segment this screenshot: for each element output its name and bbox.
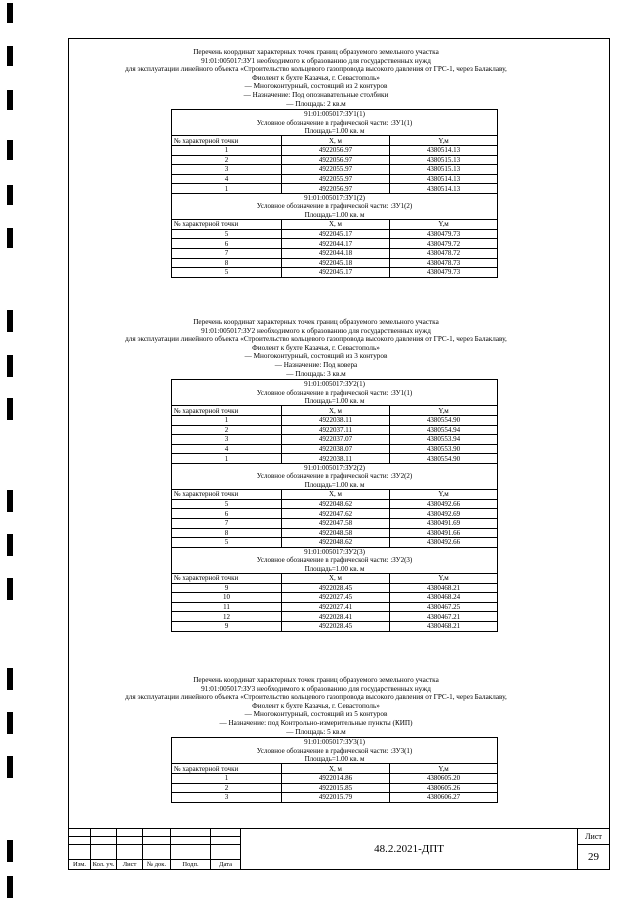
table-row <box>172 165 498 175</box>
x-coordinate-cell: 4922027.45 <box>282 593 390 603</box>
column-header: X, м <box>282 406 390 416</box>
table-row <box>172 155 498 165</box>
sheet-number: 29 <box>578 845 610 870</box>
x-coordinate-cell: 4922014.86 <box>282 774 390 784</box>
table-row <box>172 538 498 548</box>
y-coordinate-cell: 4380515.13 <box>390 165 498 175</box>
x-coordinate-cell: 4922056.97 <box>282 146 390 156</box>
x-coordinate-cell: 4922055.97 <box>282 174 390 184</box>
y-coordinate-cell: 4380514.13 <box>390 184 498 194</box>
point-number-cell: 3 <box>172 793 282 803</box>
heading-line: 91:01:005017:ЗУ1 необходимого к образованию для государственных нужд <box>201 56 431 65</box>
table-row <box>172 416 498 426</box>
contour-header-row <box>172 110 498 136</box>
contour-header-row <box>172 193 498 219</box>
stamp-label-kol-uch: Кол. уч. <box>91 859 117 869</box>
column-header: Y,м <box>390 220 498 230</box>
table-row <box>172 425 498 435</box>
table-row <box>172 528 498 538</box>
table-row <box>172 184 498 194</box>
column-header: № характерной точки <box>172 490 282 500</box>
column-header: Y,м <box>390 573 498 583</box>
column-header: № характерной точки <box>172 764 282 774</box>
y-coordinate-cell: 4380605.20 <box>390 774 498 784</box>
contour-title <box>172 738 498 764</box>
x-coordinate-cell: 4922048.62 <box>282 499 390 509</box>
point-number-cell: 9 <box>172 621 282 631</box>
point-number-cell: 11 <box>172 602 282 612</box>
table-row <box>172 435 498 445</box>
point-number-cell: 4 <box>172 444 282 454</box>
y-coordinate-cell: 4380479.73 <box>390 229 498 239</box>
x-coordinate-cell: 4922047.58 <box>282 518 390 528</box>
contour-title-line: 91:01:005017:ЗУ1(1) <box>304 110 365 119</box>
table-row <box>172 268 498 278</box>
heading-line: для эксплуатации линейного объекта «Строительство кольцевого газопровода высокого давления от ГРС-1, через Балаклаву, <box>125 65 507 74</box>
stamp-label-signature: Подп. <box>171 859 211 869</box>
contour-title <box>172 380 498 406</box>
y-coordinate-cell: 4380491.66 <box>390 528 498 538</box>
contour-header-row <box>172 547 498 573</box>
point-number-cell: 1 <box>172 146 282 156</box>
y-coordinate-cell: 4380553.94 <box>390 435 498 445</box>
x-coordinate-cell: 4922037.07 <box>282 435 390 445</box>
y-coordinate-cell: 4380553.90 <box>390 444 498 454</box>
y-coordinate-cell: 4380478.73 <box>390 258 498 268</box>
table-row <box>172 774 498 784</box>
y-coordinate-cell: 4380468.24 <box>390 593 498 603</box>
heading-line: Перечень координат характерных точек границ образуемого земельного участка <box>193 318 439 326</box>
table-row <box>172 499 498 509</box>
column-header: X, м <box>282 490 390 500</box>
contour-title-line: Условное обозначение в графической части: :ЗУ1(1) <box>256 388 413 397</box>
contour-title-line: Площадь=1.00 кв. м <box>304 480 365 489</box>
coordinates-table <box>171 737 498 803</box>
heading-line: 91:01:005017:ЗУ2 необходимого к образованию для государственных нужд <box>201 326 431 335</box>
y-coordinate-cell: 4380492.69 <box>390 509 498 519</box>
x-coordinate-cell: 4922055.97 <box>282 165 390 175</box>
column-header: X, м <box>282 764 390 774</box>
contour-title-line: Условное обозначение в графической части: :ЗУ3(1) <box>256 746 413 755</box>
document-code: 48.2.2021-ДПТ <box>241 829 578 870</box>
table-row <box>172 793 498 803</box>
y-coordinate-cell: 4380514.13 <box>390 174 498 184</box>
column-header-row <box>172 490 498 500</box>
x-coordinate-cell: 4922044.17 <box>282 239 390 249</box>
column-header-row <box>172 136 498 146</box>
x-coordinate-cell: 4922015.85 <box>282 783 390 793</box>
y-coordinate-cell: 4380492.66 <box>390 538 498 548</box>
x-coordinate-cell: 4922048.58 <box>282 528 390 538</box>
column-header-row <box>172 764 498 774</box>
contour-title <box>172 463 498 489</box>
contour-title-line: 91:01:005017:ЗУ3(1) <box>304 738 365 747</box>
y-coordinate-cell: 4380468.21 <box>390 583 498 593</box>
contour-title-line: Площадь=1.00 кв. м <box>304 210 365 219</box>
contour-title-line: 91:01:005017:ЗУ2(1) <box>304 380 365 389</box>
stamp-label-doc-no: № док. <box>143 859 171 869</box>
table-row <box>172 454 498 464</box>
x-coordinate-cell: 4922028.45 <box>282 583 390 593</box>
x-coordinate-cell: 4922038.07 <box>282 444 390 454</box>
column-header: Y,м <box>390 406 498 416</box>
column-header: Y,м <box>390 490 498 500</box>
column-header: X, м <box>282 220 390 230</box>
column-header: Y,м <box>390 764 498 774</box>
column-header: Y,м <box>390 136 498 146</box>
heading-line: для эксплуатации линейного объекта «Строительство кольцевого газопровода высокого давления от ГРС-1, через Балаклаву, <box>125 693 507 702</box>
heading-line: — Многоконтурный, состоящий из 3 контуров <box>244 352 388 361</box>
contour-title <box>172 110 498 136</box>
block-heading <box>0 48 632 108</box>
block-heading <box>0 318 632 378</box>
point-number-cell: 5 <box>172 499 282 509</box>
heading-line: — Площадь: 5 кв.м <box>286 727 346 736</box>
y-coordinate-cell: 4380492.66 <box>390 499 498 509</box>
column-header: № характерной точки <box>172 573 282 583</box>
table-row <box>172 146 498 156</box>
heading-line: для эксплуатации линейного объекта «Строительство кольцевого газопровода высокого давления от ГРС-1, через Балаклаву, <box>125 335 507 344</box>
contour-title-line: 91:01:005017:ЗУ2(3) <box>304 547 365 556</box>
point-number-cell: 2 <box>172 155 282 165</box>
contour-title-line: 91:01:005017:ЗУ2(2) <box>304 463 365 472</box>
block-heading <box>0 676 632 736</box>
sheet-label: Лист <box>578 829 610 845</box>
y-coordinate-cell: 4380478.72 <box>390 248 498 258</box>
x-coordinate-cell: 4922045.18 <box>282 258 390 268</box>
table-row <box>172 621 498 631</box>
contour-header-row <box>172 380 498 406</box>
contour-title-line: Площадь=1.00 кв. м <box>304 755 365 763</box>
point-number-cell: 10 <box>172 593 282 603</box>
heading-line: Фиолент к бухте Казачья, г. Севастополь» <box>252 73 380 82</box>
column-header: X, м <box>282 136 390 146</box>
table-row <box>172 239 498 249</box>
stamp-label-izm: Изм. <box>69 859 91 869</box>
point-number-cell: 6 <box>172 239 282 249</box>
contour-title-line: Условное обозначение в графической части: :ЗУ2(2) <box>256 472 413 481</box>
y-coordinate-cell: 4380515.13 <box>390 155 498 165</box>
table-row <box>172 248 498 258</box>
point-number-cell: 2 <box>172 783 282 793</box>
point-number-cell: 5 <box>172 268 282 278</box>
point-number-cell: 3 <box>172 165 282 175</box>
table-row <box>172 258 498 268</box>
point-number-cell: 8 <box>172 528 282 538</box>
point-number-cell: 5 <box>172 538 282 548</box>
column-header: № характерной точки <box>172 220 282 230</box>
point-number-cell: 6 <box>172 509 282 519</box>
stamp-label-date: Дата <box>211 859 241 869</box>
coordinates-table <box>171 379 498 631</box>
heading-line: — Назначение: под Контрольно-измерительные пункты (КИП) <box>219 718 413 727</box>
point-number-cell: 7 <box>172 518 282 528</box>
x-coordinate-cell: 4922038.11 <box>282 416 390 426</box>
heading-line: 91:01:005017:ЗУ3 необходимого к образованию для государственных нужд <box>201 684 431 693</box>
heading-line: — Назначение: Под опознавательные столбики <box>243 90 389 99</box>
table-row <box>172 229 498 239</box>
column-header-row <box>172 406 498 416</box>
heading-line: Фиолент к бухте Казачья, г. Севастополь» <box>252 343 380 352</box>
heading-line: — Площадь: 3 кв.м <box>286 369 346 378</box>
y-coordinate-cell: 4380554.90 <box>390 416 498 426</box>
contour-title-line: Условное обозначение в графической части: :ЗУ1(2) <box>256 202 413 211</box>
x-coordinate-cell: 4922047.62 <box>282 509 390 519</box>
column-header-row <box>172 220 498 230</box>
x-coordinate-cell: 4922028.41 <box>282 612 390 622</box>
table-row <box>172 518 498 528</box>
point-number-cell: 1 <box>172 774 282 784</box>
column-header: X, м <box>282 573 390 583</box>
contour-title <box>172 547 498 573</box>
point-number-cell: 9 <box>172 583 282 593</box>
contour-title-line: Условное обозначение в графической части: :ЗУ2(3) <box>256 556 413 565</box>
y-coordinate-cell: 4380479.73 <box>390 268 498 278</box>
x-coordinate-cell: 4922015.79 <box>282 793 390 803</box>
heading-line: Фиолент к бухте Казачья, г. Севастополь» <box>252 701 380 710</box>
contour-title-line: 91:01:005017:ЗУ1(2) <box>304 193 365 202</box>
y-coordinate-cell: 4380467.25 <box>390 602 498 612</box>
column-header-row <box>172 573 498 583</box>
table-row <box>172 509 498 519</box>
x-coordinate-cell: 4922056.97 <box>282 184 390 194</box>
heading-line: — Многоконтурный, состоящий из 2 контуров <box>244 82 388 91</box>
table-row <box>172 444 498 454</box>
heading-line: Перечень координат характерных точек границ образуемого земельного участка <box>193 48 439 56</box>
column-header: № характерной точки <box>172 406 282 416</box>
column-header: № характерной точки <box>172 136 282 146</box>
contour-title-line: Площадь=1.00 кв. м <box>304 397 365 405</box>
y-coordinate-cell: 4380606.27 <box>390 793 498 803</box>
x-coordinate-cell: 4922045.17 <box>282 268 390 278</box>
contour-title-line: Условное обозначение в графической части: :ЗУ1(1) <box>256 118 413 127</box>
x-coordinate-cell: 4922028.45 <box>282 621 390 631</box>
y-coordinate-cell: 4380468.21 <box>390 621 498 631</box>
y-coordinate-cell: 4380554.90 <box>390 454 498 464</box>
contour-title-line: Площадь=1.00 кв. м <box>304 127 365 135</box>
table-row <box>172 174 498 184</box>
x-coordinate-cell: 4922038.11 <box>282 454 390 464</box>
table-row <box>172 612 498 622</box>
contour-header-row <box>172 463 498 489</box>
x-coordinate-cell: 4922045.17 <box>282 229 390 239</box>
point-number-cell: 4 <box>172 174 282 184</box>
heading-line: Перечень координат характерных точек границ образуемого земельного участка <box>193 676 439 684</box>
point-number-cell: 1 <box>172 184 282 194</box>
heading-line: — Многоконтурный, состоящий из 5 контуров <box>244 710 388 719</box>
y-coordinate-cell: 4380554.94 <box>390 425 498 435</box>
point-number-cell: 1 <box>172 454 282 464</box>
title-block <box>68 828 610 870</box>
x-coordinate-cell: 4922056.97 <box>282 155 390 165</box>
y-coordinate-cell: 4380605.26 <box>390 783 498 793</box>
x-coordinate-cell: 4922037.11 <box>282 425 390 435</box>
contour-header-row <box>172 738 498 764</box>
x-coordinate-cell: 4922048.62 <box>282 538 390 548</box>
heading-line: — Площадь: 2 кв.м <box>286 99 346 108</box>
point-number-cell: 8 <box>172 258 282 268</box>
contour-title <box>172 193 498 219</box>
point-number-cell: 7 <box>172 248 282 258</box>
point-number-cell: 5 <box>172 229 282 239</box>
x-coordinate-cell: 4922027.41 <box>282 602 390 612</box>
table-row <box>172 583 498 593</box>
point-number-cell: 12 <box>172 612 282 622</box>
y-coordinate-cell: 4380491.69 <box>390 518 498 528</box>
point-number-cell: 2 <box>172 425 282 435</box>
point-number-cell: 3 <box>172 435 282 445</box>
y-coordinate-cell: 4380479.72 <box>390 239 498 249</box>
contour-title-line: Площадь=1.00 кв. м <box>304 564 365 573</box>
x-coordinate-cell: 4922044.18 <box>282 248 390 258</box>
table-row <box>172 783 498 793</box>
stamp-label-list: Лист <box>117 859 143 869</box>
table-row <box>172 602 498 612</box>
table-row <box>172 593 498 603</box>
y-coordinate-cell: 4380514.13 <box>390 146 498 156</box>
y-coordinate-cell: 4380467.21 <box>390 612 498 622</box>
heading-line: — Назначение: Под ковера <box>274 360 358 369</box>
coordinates-table <box>171 109 498 278</box>
point-number-cell: 1 <box>172 416 282 426</box>
